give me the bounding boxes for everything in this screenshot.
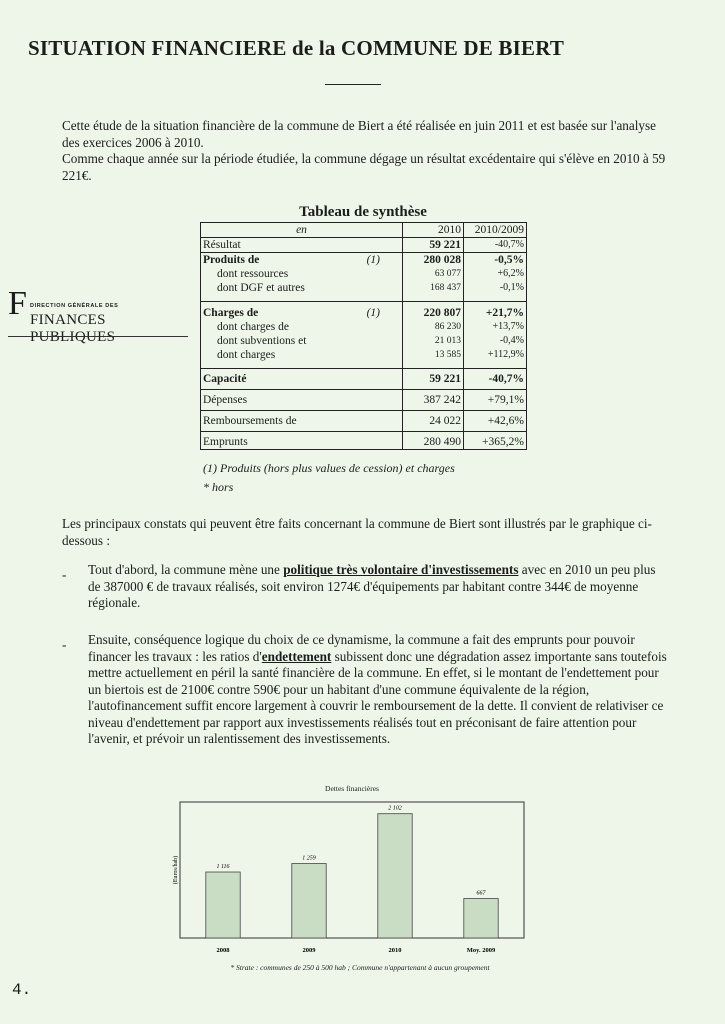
bar-value-label: 667 — [476, 890, 486, 897]
row-label: Dépenses — [201, 390, 403, 411]
emphasis-investments: politique très volontaire d'investissements — [283, 562, 519, 577]
bullet-dash: - — [62, 567, 67, 582]
row-value: 86 230 — [403, 320, 464, 334]
findings-intro: Les principaux constats qui peuvent être faits concernant la commune de Biert sont illustrés par le graphique ci-dessous : — [62, 516, 652, 548]
row-variation: -0,4% — [499, 335, 524, 346]
table-title: Tableau de synthèse — [299, 204, 427, 220]
row-label: dont charges — [201, 348, 403, 369]
header-label: en — [201, 223, 403, 238]
row-label: Produits de (1) — [201, 253, 403, 268]
table-header-row — [201, 223, 527, 238]
table-footnote-hors: * hors — [203, 480, 234, 494]
row-variation: +42,6% — [464, 411, 527, 432]
bar — [464, 899, 498, 938]
intro-line-1: Cette étude de la situation financière de la commune de Biert a été réalisée en juin 2011 et est basée sur l'analyse des exercices 2006 à 2010. — [62, 118, 656, 150]
row-variation: +21,7% — [485, 307, 524, 319]
title-divider — [325, 84, 381, 85]
bullet-debt: Ensuite, conséquence logique du choix de ce dynamisme, la commune a fait des emprunts pour pouvoir financer les travaux : les ratios d'endettement subissent donc une dégradation assez importante sans toutefois mettre actuellement en péril la santé financière de la commune. En effet, si le montant de l'endettement pour un biertois est de 2100€ contre 590€ pour un habitant d'une commune équivalente de la région, l'autofinancement suffit encore largement à couvrir le remboursement de la dette. Il convient de relativiser ce niveau d'endettement par rapport aux investissements réalisés tout en préconisant de faire attention pour l'avenir, et prévoir un ralentissement des investissements. — [88, 632, 667, 746]
chart-note: * Strate : communes de 250 à 500 hab ; Commune n'appartenant à aucun groupement — [230, 963, 490, 972]
row-variation: -0,1% — [464, 281, 527, 302]
header-variation: 2010/2009 — [464, 223, 527, 238]
table-row — [201, 334, 527, 348]
x-tick-label: 2010 — [388, 947, 402, 954]
table-row — [201, 267, 527, 281]
bar-value-label: 1 116 — [216, 864, 230, 871]
row-label: dont subventions et — [201, 334, 403, 348]
row-value: 59 221 — [403, 369, 464, 390]
row-variation: +6,2% — [497, 268, 524, 279]
bar — [206, 872, 240, 938]
row-label: dont DGF et autres — [201, 281, 403, 302]
row-label: Charges de (1) — [201, 302, 403, 321]
row-label: Remboursements de — [201, 411, 403, 432]
bar — [292, 864, 326, 938]
row-label: dont ressources — [201, 267, 403, 281]
synthesis-table — [200, 222, 527, 450]
table-footnote: (1) Produits (hors plus values de cession) et charges — [203, 461, 455, 475]
row-value: 24 022 — [403, 411, 464, 432]
intro-line-2: Comme chaque année sur la période étudiée, la commune dégage un résultat excédentaire qui s'élève en 2010 à 59 221€. — [62, 151, 666, 183]
table-row — [201, 281, 527, 302]
bar-value-label: 1 259 — [302, 855, 316, 862]
debt-bar-chart — [172, 800, 532, 960]
row-value: 13 585 — [403, 348, 464, 369]
table-row — [201, 432, 527, 450]
row-variation: +112,9% — [464, 348, 527, 369]
bar-value-label: 2 102 — [388, 805, 402, 812]
row-label: Capacité — [201, 369, 403, 390]
row-label: dont charges de — [201, 320, 403, 334]
row-note: (1) — [366, 254, 380, 266]
row-value: 280 028 — [403, 253, 464, 268]
row-value: 59 221 — [403, 238, 464, 253]
table-row — [201, 253, 527, 268]
logo-rule — [8, 336, 188, 337]
table-row — [201, 369, 527, 390]
row-value: 21 013 — [403, 334, 464, 348]
row-variation: -40,7% — [464, 369, 527, 390]
row-label: Résultat — [201, 238, 403, 253]
row-variation: -0,5% — [494, 254, 524, 266]
y-axis-label: (Euros/hab) — [173, 855, 179, 885]
logo-subtitle: DIRECTION GÉNÉRALE DES — [30, 303, 119, 309]
row-label: Emprunts — [201, 432, 403, 450]
row-note: (1) — [366, 307, 380, 319]
table-row — [201, 302, 527, 321]
row-value: 387 242 — [403, 390, 464, 411]
bullet-dash: - — [62, 637, 67, 652]
x-tick-label: Moy. 2009 — [466, 947, 496, 954]
table-row — [201, 411, 527, 432]
header-2010: 2010 — [403, 223, 464, 238]
row-variation: -40,7% — [464, 238, 527, 253]
logo-letter: F — [8, 285, 27, 322]
row-value: 168 437 — [403, 281, 464, 302]
x-tick-label: 2009 — [302, 947, 316, 954]
intro-paragraph — [62, 118, 668, 184]
emphasis-debt: endettement — [261, 648, 332, 664]
bar — [378, 814, 412, 938]
chart-title: Dettes financières — [325, 784, 379, 793]
page-number: 4. — [12, 981, 32, 999]
page-title: SITUATION FINANCIERE de la COMMUNE DE BIERT — [28, 36, 565, 60]
row-value: 220 807 — [403, 302, 464, 321]
row-variation: +79,1% — [464, 390, 527, 411]
bullet-investments: Tout d'abord, la commune mène une politique très volontaire d'investissements avec en 2010 un peu plus de 387000 € de travaux réalisés, soit environ 1274€ d'équipements par habitant contre 344€ de moyenne régionale. — [88, 562, 656, 610]
logo-title: FINANCES PUBLIQUES — [30, 312, 116, 345]
table-row — [201, 348, 527, 369]
table-row — [201, 390, 527, 411]
row-value: 280 490 — [403, 432, 464, 450]
table-row — [201, 238, 527, 253]
row-variation: +13,7% — [492, 321, 524, 332]
row-variation: +365,2% — [464, 432, 527, 450]
table-row — [201, 320, 527, 334]
x-tick-label: 2008 — [216, 947, 230, 954]
row-value: 63 077 — [403, 267, 464, 281]
